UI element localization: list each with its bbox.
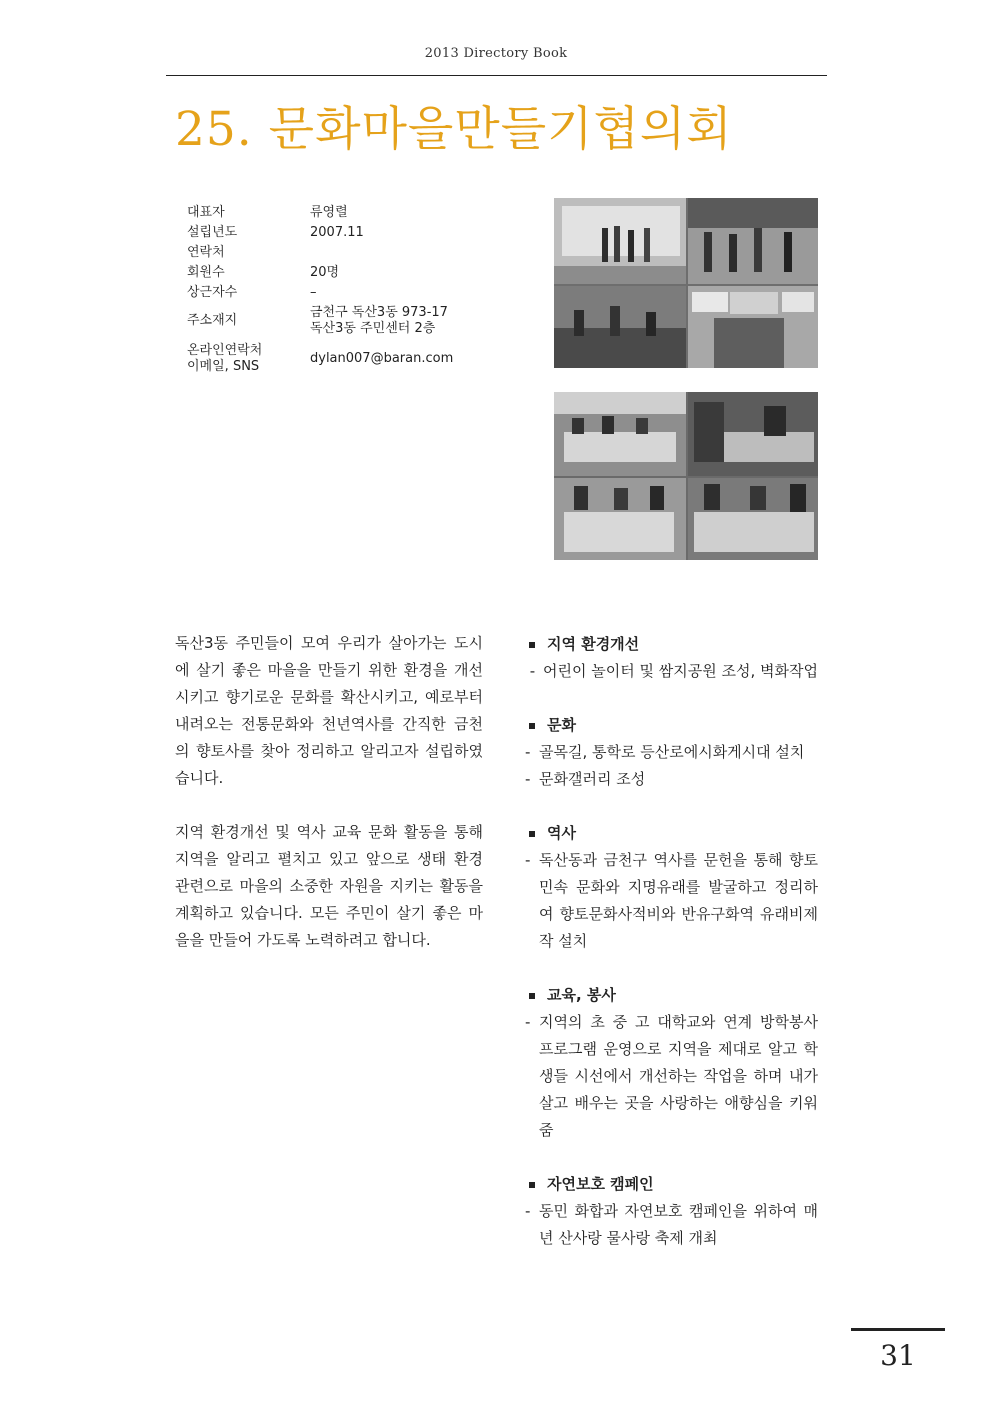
info-row-founded (187, 223, 453, 243)
activity-item (525, 739, 818, 766)
activity-section-environment (525, 631, 818, 685)
info-label: 상근자수 (187, 285, 238, 300)
page-number: 31 (880, 1339, 916, 1372)
activity-section-education (525, 982, 818, 1144)
header-rule (166, 75, 827, 76)
info-row-members (187, 263, 453, 283)
photo-collage-top-image (554, 198, 818, 368)
activity-heading: 교육, 봉사 (547, 986, 616, 1004)
footer-rule (851, 1328, 945, 1331)
info-value: 류영렬 (310, 205, 348, 220)
info-value: 금천구 독산3동 973-17 독산3동 주민센터 2층 (310, 305, 448, 336)
info-row-staff (187, 283, 453, 303)
activity-item-text: 독산동과 금천구 역사를 문헌을 통해 향토 민속 문화와 지명유래를 발굴하고 정리하여 향토문화사적비와 반유구화역 유래비제작 설치 (539, 851, 818, 950)
activity-item (525, 1009, 818, 1144)
dash-marker: - (525, 1013, 531, 1031)
photo-collage-bottom-image (554, 392, 818, 560)
info-value: 20명 (310, 265, 340, 280)
info-row-address (187, 303, 453, 339)
info-value: – (310, 285, 317, 300)
activity-item-text: 동민 화합과 자연보호 캠페인을 위하여 매 년 산사랑 물사랑 축제 개최 (539, 1202, 818, 1247)
square-bullet-icon (529, 993, 535, 999)
info-label: 연락처 (187, 245, 225, 260)
activity-section-history (525, 820, 818, 955)
dash-marker: - (525, 743, 531, 761)
activity-heading: 지역 환경개선 (547, 635, 640, 653)
activity-section-culture (525, 712, 818, 793)
activities-column (525, 631, 818, 1279)
info-row-contact (187, 243, 453, 263)
activity-heading: 자연보호 캠페인 (547, 1175, 654, 1193)
activity-heading: 문화 (547, 716, 576, 734)
activity-item-text: 지역의 초 중 고 대학교와 연계 방학봉사 프로그램 운영으로 지역을 제대로 알고 학생들 시선에서 개선하는 작업을 하며 내가 살고 배우는 곳을 사랑하는 애향심을 키워줌 (539, 1013, 818, 1139)
info-label: 온라인연락처 이메일, SNS (187, 343, 263, 374)
info-label: 설립년도 (187, 225, 238, 240)
info-row-online (187, 343, 453, 375)
info-row-representative (187, 203, 453, 223)
dash-marker: - (525, 851, 531, 869)
info-label: 대표자 (187, 205, 225, 220)
activity-heading: 역사 (547, 824, 576, 842)
organization-info-table (187, 203, 453, 375)
info-label: 회원수 (187, 265, 225, 280)
activity-photo-collage-top (554, 198, 818, 368)
square-bullet-icon (529, 1182, 535, 1188)
activity-item (525, 658, 818, 685)
activity-item-text: 어린이 놀이터 및 쌈지공원 조성, 벽화작업 (543, 662, 818, 680)
page-title: 25. 문화마을만들기협의회 (175, 102, 733, 157)
info-value: dylan007@baran.com (310, 351, 454, 366)
activity-photo-collage-bottom (554, 392, 818, 560)
activity-section-nature-campaign (525, 1171, 818, 1252)
square-bullet-icon (529, 831, 535, 837)
description-column (175, 630, 483, 981)
activity-item-text: 문화갤러리 조성 (539, 770, 646, 788)
description-paragraph-2: 지역 환경개선 및 역사 교육 문화 활동을 통해 지역을 알리고 펼치고 있고 앞으로 생태 환경 관련으로 마을의 소중한 자원을 지키는 활동을 계획하고 있습니다. 모든 주민이 살기 좋은 마을을 만들어 가도록 노력하려고 합니다. (175, 823, 483, 949)
square-bullet-icon (529, 723, 535, 729)
running-header: 2013 Directory Book (424, 46, 568, 61)
dash-marker: - (525, 662, 536, 680)
activity-item (525, 1198, 818, 1252)
activity-item (525, 766, 818, 793)
dash-marker: - (525, 770, 531, 788)
dash-marker: - (525, 1202, 531, 1220)
description-paragraph-1: 독산3동 주민들이 모여 우리가 살아가는 도시에 살기 좋은 마을을 만들기 위한 환경을 개선시키고 향기로운 문화를 확산시키고, 예로부터 내려오는 전통문화와 천년역사를 간직한 금천의 향토사를 찾아 정리하고 알리고자 설립하였습니다. (175, 634, 483, 787)
activity-item-text: 골목길, 통학로 등산로에시화게시대 설치 (539, 743, 805, 761)
info-value: 2007.11 (310, 225, 364, 240)
activity-item (525, 847, 818, 955)
info-label: 주소재지 (187, 313, 238, 328)
square-bullet-icon (529, 642, 535, 648)
